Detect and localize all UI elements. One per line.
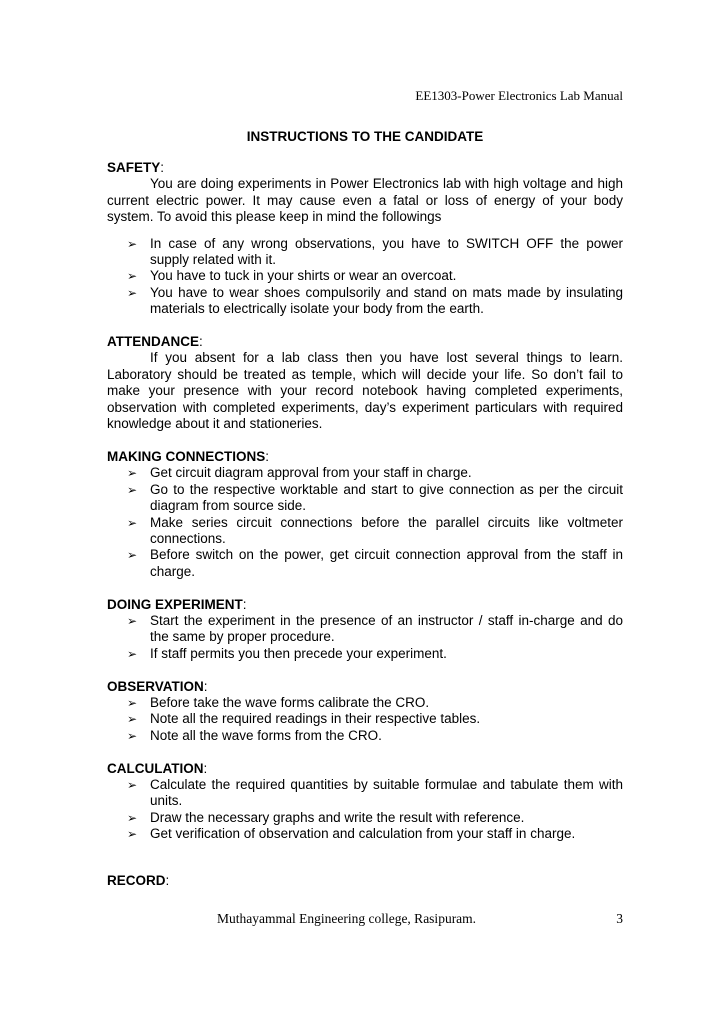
- doing-experiment-section: [107, 597, 623, 663]
- calculation-heading-line: CALCULATION:: [107, 760, 208, 776]
- arrow-bullet-icon: ➢: [127, 777, 138, 792]
- list-item-text: Start the experiment in the presence of an instructor / staff in-charge and do the same by proper procedure.: [150, 612, 623, 645]
- list-item: [107, 547, 623, 580]
- attendance-paragraph: If you absent for a lab class then you have lost several things to learn. Laboratory should be treated as temple, which will decide your life. So don’t fail to make your presence with your record notebook having completed experiments, observation with completed experiments, day’s experiment particulars with required knowledge about it and stationeries.: [107, 350, 623, 432]
- list-item: [107, 515, 623, 548]
- arrow-bullet-icon: ➢: [127, 646, 138, 661]
- list-item: [107, 777, 623, 810]
- list-item-text: Calculate the required quantities by suitable formulae and tabulate them with units.: [150, 776, 623, 809]
- list-item: [107, 236, 623, 269]
- observation-section: [107, 679, 623, 745]
- attendance-section: [107, 334, 623, 432]
- list-item-text: In case of any wrong observations, you have to SWITCH OFF the power supply related with it.: [150, 235, 623, 268]
- manual-title-header: EE1303-Power Electronics Lab Manual: [415, 88, 623, 103]
- arrow-bullet-icon: ➢: [127, 236, 138, 251]
- list-item-text: Make series circuit connections before the parallel circuits like voltmeter connections.: [150, 514, 623, 546]
- arrow-bullet-icon: ➢: [127, 695, 138, 710]
- list-item: [107, 285, 623, 318]
- page-title: INSTRUCTIONS TO THE CANDIDATE: [246, 129, 484, 144]
- list-item-text: Get circuit diagram approval from your staff in charge.: [150, 465, 472, 481]
- observation-heading-line: OBSERVATION:: [107, 678, 208, 694]
- record-heading-line: RECORD:: [107, 872, 170, 888]
- section-spacer: [107, 859, 623, 873]
- making-connections-list: [107, 465, 623, 580]
- list-item: [107, 695, 623, 711]
- list-item: [107, 465, 623, 481]
- safety-heading-line: SAFETY:: [107, 160, 165, 175]
- footer-institution: Muthayammal Engineering college, Rasipuram.: [217, 911, 477, 926]
- safety-list: [107, 236, 623, 318]
- observation-heading: OBSERVATION: [107, 678, 204, 694]
- arrow-bullet-icon: ➢: [127, 827, 138, 842]
- document-body: [107, 160, 623, 906]
- list-item: [107, 613, 623, 646]
- list-item: [107, 810, 623, 826]
- list-item-text: Draw the necessary graphs and write the result with reference.: [150, 809, 525, 825]
- arrow-bullet-icon: ➢: [127, 269, 138, 284]
- list-item-text: Note all the wave forms from the CRO.: [150, 727, 382, 743]
- list-item: [107, 711, 623, 727]
- list-item: [107, 826, 623, 842]
- making-connections-section: [107, 449, 623, 580]
- doing-experiment-heading-line: DOING EXPERIMENT:: [107, 596, 247, 612]
- list-item: [107, 646, 623, 662]
- list-item-text: If staff permits you then precede your experiment.: [150, 645, 447, 661]
- calculation-heading: CALCULATION: [107, 760, 204, 776]
- arrow-bullet-icon: ➢: [127, 548, 138, 563]
- list-item-text: Note all the required readings in their respective tables.: [150, 711, 481, 727]
- observation-list: [107, 695, 623, 744]
- list-item-text: You have to tuck in your shirts or wear an overcoat.: [150, 268, 457, 284]
- list-item-text: You have to wear shoes compulsorily and stand on mats made by insulating materials to electrically isolate your body from the earth.: [150, 284, 623, 317]
- calculation-list: [107, 777, 623, 843]
- arrow-bullet-icon: ➢: [127, 515, 138, 530]
- list-item: [107, 482, 623, 515]
- arrow-bullet-icon: ➢: [127, 728, 138, 743]
- arrow-bullet-icon: ➢: [127, 810, 138, 825]
- list-item-text: Go to the respective worktable and start to give connection as per the circuit diagram from source side.: [150, 481, 623, 514]
- list-item-text: Get verification of observation and calculation from your staff in charge.: [150, 826, 576, 842]
- safety-section: [107, 160, 623, 318]
- making-connections-heading-line: MAKING CONNECTIONS:: [107, 448, 270, 464]
- record-heading: RECORD: [107, 872, 166, 888]
- arrow-bullet-icon: ➢: [127, 466, 138, 481]
- arrow-bullet-icon: ➢: [127, 613, 138, 628]
- doing-experiment-heading: DOING EXPERIMENT: [107, 596, 243, 612]
- attendance-heading: ATTENDANCE: [107, 334, 199, 350]
- attendance-heading-line: ATTENDANCE:: [107, 334, 203, 350]
- making-connections-heading: MAKING CONNECTIONS: [107, 448, 266, 464]
- safety-paragraph: You are doing experiments in Power Electronics lab with high voltage and high current electric power. It may cause even a fatal or loss of energy of your body system. To avoid this please keep in mind the followings: [107, 176, 623, 225]
- doing-experiment-list: [107, 613, 623, 662]
- list-item: [107, 268, 623, 284]
- arrow-bullet-icon: ➢: [127, 482, 138, 497]
- list-item-text: Before take the wave forms calibrate the CRO.: [150, 694, 430, 710]
- record-section: [107, 873, 623, 889]
- page-number: 3: [616, 911, 623, 926]
- safety-heading: SAFETY: [107, 160, 161, 175]
- list-item: [107, 728, 623, 744]
- list-item-text: Before switch on the power, get circuit connection approval from the staff in charge.: [150, 547, 623, 579]
- arrow-bullet-icon: ➢: [127, 285, 138, 300]
- arrow-bullet-icon: ➢: [127, 712, 138, 727]
- calculation-section: [107, 761, 623, 843]
